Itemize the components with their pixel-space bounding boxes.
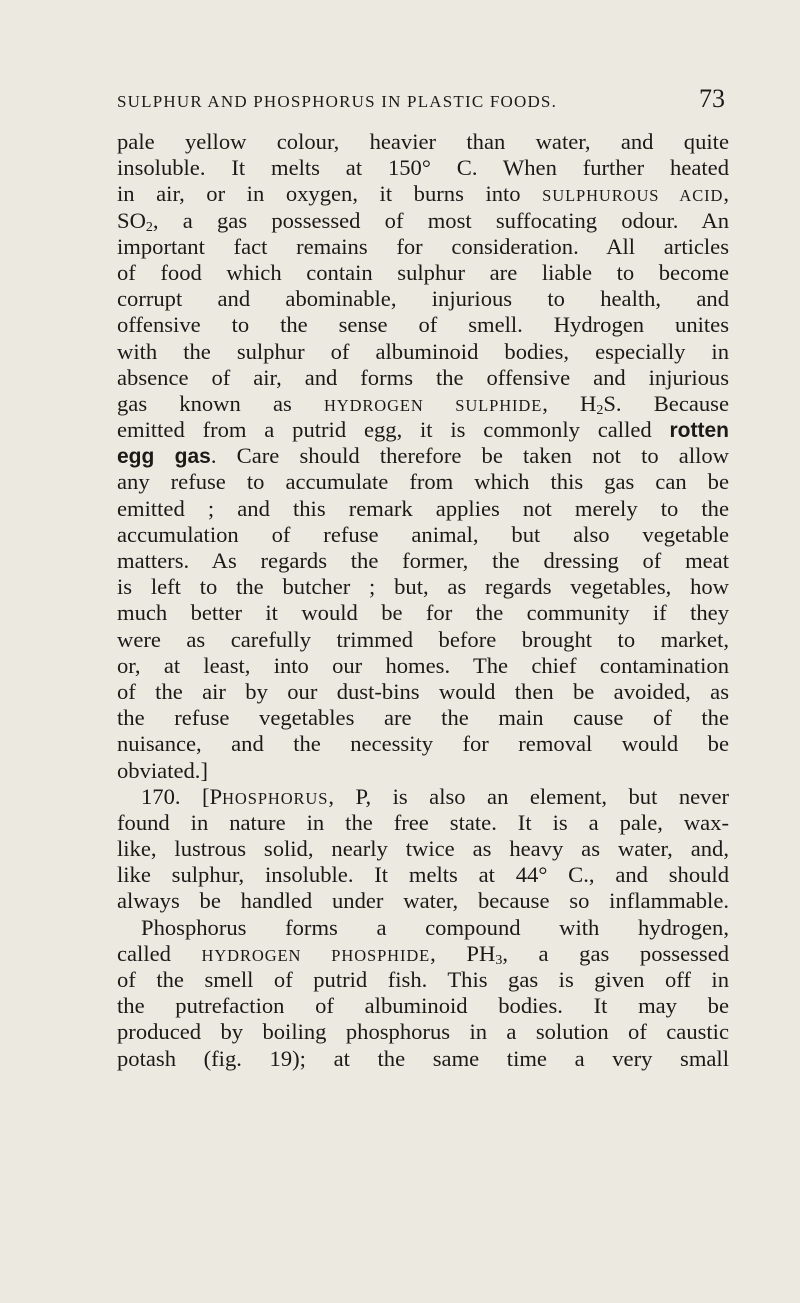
text-line: offensive to the sense of smell. Hydrogen unites [117,312,729,338]
line-segment: , [723,181,729,207]
running-title: SULPHUR AND PHOSPHORUS IN PLASTIC FOODS. [117,92,558,111]
text-line [117,443,729,469]
line-segment: , PH [430,940,496,966]
term-phosphorus: HOSPHORUS [222,788,329,808]
text-line: produced by boiling phosphorus in a solution of caustic [117,1019,729,1045]
text-line: the refuse vegetables are the main cause of the [117,705,729,731]
text-line [117,391,729,417]
subscript: 3 [495,952,503,968]
text-line: of food which contain sulphur are liable to become [117,259,729,285]
term-rotten-egg-gas: rotten [669,419,729,443]
running-head [117,84,725,116]
text-line: insoluble. It melts at 150° C. When further heated [117,155,729,181]
subscript: 2 [145,219,153,235]
text-line: nuisance, and the necessity for removal would be [117,731,729,757]
term-hydrogen-phosphide: HYDROGEN PHOSPHIDE [201,945,431,965]
text-line: accumulation of refuse animal, but also vegetable [117,521,729,547]
paragraph-170-start [117,784,729,810]
text-line: is left to the butcher ; but, as regards vegetables, how [117,574,729,600]
text-line: of the air by our dust-bins would then be avoided, as [117,678,729,704]
line-segment: gas known as [117,390,324,416]
text-line: potash (fig. 19); at the same time a very small [117,1045,729,1071]
line-segment: S. Because [603,390,730,416]
text-line: any refuse to accumulate from which this gas can be [117,469,729,495]
text-line: or, at least, into our homes. The chief contamination [117,652,729,678]
text-line [117,941,729,967]
text-line: much better it would be for the community if they [117,600,729,626]
line-segment: , P, is also an element, but never [328,783,730,809]
text-line [117,417,729,443]
page-number: 73 [699,84,725,113]
text-line: like, lustrous solid, nearly twice as heavy as water, and, [117,836,729,862]
line-segment: , H [542,390,597,416]
text-line: with the sulphur of albuminoid bodies, especially in [117,338,729,364]
term-sulphurous-acid: SULPHUROUS ACID [542,186,724,206]
line-segment: in air, or in oxygen, it burns into [117,181,543,207]
text-line: absence of air, and forms the offensive and injurious [117,364,729,390]
line-segment: emitted from a putrid egg, it is commonly called [117,417,670,443]
text-line: were as carefully trimmed before brought to market, [117,626,729,652]
text-line: always be handled under water, because so inflammable. [117,888,729,914]
text-line: emitted ; and this remark applies not merely to the [117,495,729,521]
text-line: of the smell of putrid fish. This gas is given off in [117,967,729,992]
text-line: Phosphorus forms a compound with hydrogen, [141,914,729,940]
term-hydrogen-sulphide: HYDROGEN SULPHIDE [323,395,543,415]
line-segment: 170. [P [141,783,223,809]
subscript: 2 [596,402,604,418]
line-segment: called [117,940,202,966]
text-line: corrupt and abominable, injurious to health, and [117,286,729,312]
text-line [117,181,729,207]
line-segment: , a gas possessed [502,940,730,966]
text-line: like sulphur, insoluble. It melts at 44° C., and should [117,862,729,888]
text-line [117,208,729,234]
body-text [117,129,729,1072]
line-segment: , a gas possessed of most suffocating odour. An [152,207,729,233]
text-line: matters. As regards the former, the dressing of meat [117,548,729,573]
text-line: important fact remains for consideration. All articles [117,233,729,259]
text-line: the putrefaction of albuminoid bodies. It may be [117,993,729,1019]
text-line: pale yellow colour, heavier than water, and quite [117,129,729,154]
line-segment: . Care should therefore be taken not to allow [210,443,729,469]
text-line: found in nature in the free state. It is a pale, wax- [117,809,729,835]
formula-so2: SO [117,207,146,233]
text-line: obviated.] [117,757,208,783]
term-rotten-egg-gas: egg gas [117,445,211,469]
